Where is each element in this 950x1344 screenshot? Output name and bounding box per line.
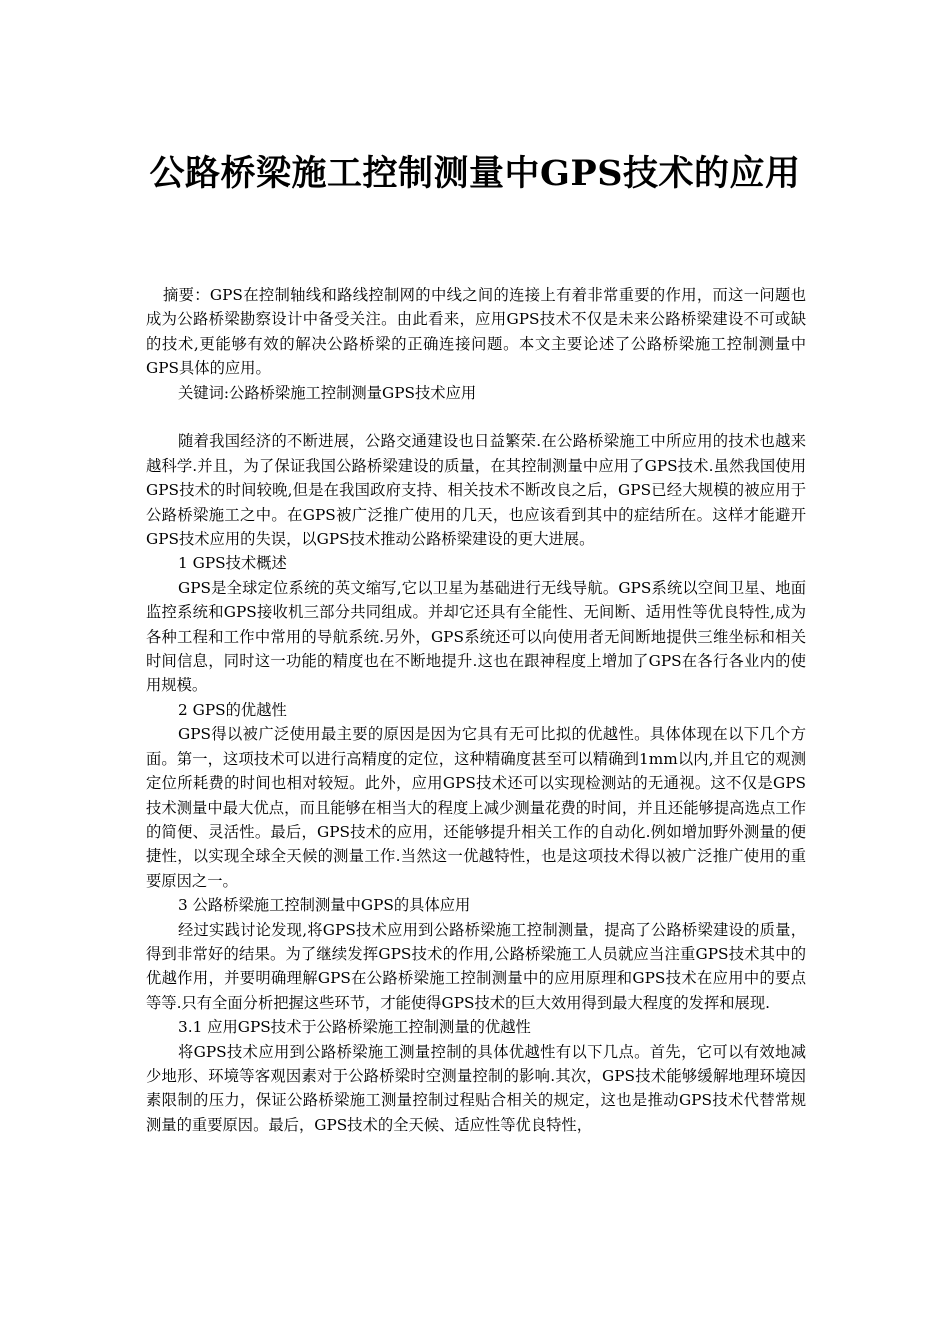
- paragraph-spacer: [146, 405, 806, 429]
- section-1-heading: 1 GPS技术概述: [178, 554, 287, 573]
- section-1-paragraph: GPS是全球定位系统的英文缩写,它以卫星为基础进行无线导航。GPS系统以空间卫星、地面监控系统和GPS接收机三部分共同组成。并却它还具有全能性、无间断、适用性等优良特性,成为各种工程和工作中常用的导航系统.另外，GPS系统还可以向使用者无间断地提供三维坐标和相关时间信息，同时这一功能的精度也在不断地提升.这也在跟神程度上增加了GPS在各行各业内的使用规模。: [146, 578, 806, 695]
- section-2-paragraph: GPS得以被广泛使用最主要的原因是因为它具有无可比拟的优越性。具体体现在以下几个方面。第一，这项技术可以进行高精度的定位，这种精确度甚至可以精确到1mm以内,并且它的观测定位所耗费的时间也相对较短。此外，应用GPS技术还可以实现检测站的无通视。这不仅是GPS技术测量中最大优点，而且能够在相当大的程度上减少测量花费的时间，并且还能够提高选点工作的简便、灵活性。最后，GPS技术的应用，还能够提升相关工作的自动化.例如增加野外测量的便捷性，以实现全球全天候的测量工作.当然这一优越特性，也是这项技术得以被广泛推广使用的重要原因之一。: [146, 725, 806, 890]
- section-3-heading: 3 公路桥梁施工控制测量中GPS的具体应用: [178, 896, 471, 915]
- abstract-paragraph: 摘要：GPS在控制轴线和路线控制网的中线之间的连接上有着非常重要的作用，而这一问题也成为公路桥梁勘察设计中备受关注。由此看来，应用GPS技术不仅是未来公路桥梁建设不可或缺的技术,更能够有效的解决公路桥梁的正确连接问题。本文主要论述了公路桥梁施工控制测量中GPS具体的应用。: [146, 286, 806, 378]
- document-title: 公路桥梁施工控制测量中GPS技术的应用: [149, 153, 801, 194]
- intro-paragraph: 随着我国经济的不断进展，公路交通建设也日益繁荣.在公路桥梁施工中所应用的技术也越来越科学.并且，为了保证我国公路桥梁建设的质量，在其控制测量中应用了GPS技术.虽然我国使用GPS技术的时间较晚,但是在我国政府支持、相关技术不断改良之后，GPS已经大规模的被应用于公路桥梁施工之中。在GPS被广泛推广使用的几天，也应该看到其中的症结所在。这样才能避开GPS技术应用的失误，以GPS技术推动公路桥梁建设的更大进展。: [146, 432, 806, 549]
- section-2-heading: 2 GPS的优越性: [178, 700, 287, 719]
- section-3-paragraph: 经过实践讨论发现,将GPS技术应用到公路桥梁施工控制测量，提高了公路桥梁建设的质量，得到非常好的结果。为了继续发挥GPS技术的作用,公路桥梁施工人员就应当注重GPS技术其中的优越作用，并要明确理解GPS在公路桥梁施工控制测量中的应用原理和GPS技术在应用中的要点等等.只有全面分析把握这些环节，才能使得GPS技术的巨大效用得到最大程度的发挥和展现.: [146, 920, 806, 1012]
- keywords-line: 关键词:公路桥梁施工控制测量GPS技术应用: [178, 383, 477, 402]
- section-3-1-paragraph: 将GPS技术应用到公路桥梁施工测量控制的具体优越性有以下几点。首先，它可以有效地减少地形、环境等客观因素对于公路桥梁时空测量控制的影响.其次，GPS技术能够缓解地理环境因素限制的压力，保证公路桥梁施工测量控制过程贴合相关的规定，这也是推动GPS技术代替常规测量的重要原因。最后，GPS技术的全天候、适应性等优良特性，: [146, 1042, 806, 1134]
- document-body: [146, 283, 806, 1137]
- section-3-1-heading: 3.1 应用GPS技术于公路桥梁施工控制测量的优越性: [178, 1018, 531, 1037]
